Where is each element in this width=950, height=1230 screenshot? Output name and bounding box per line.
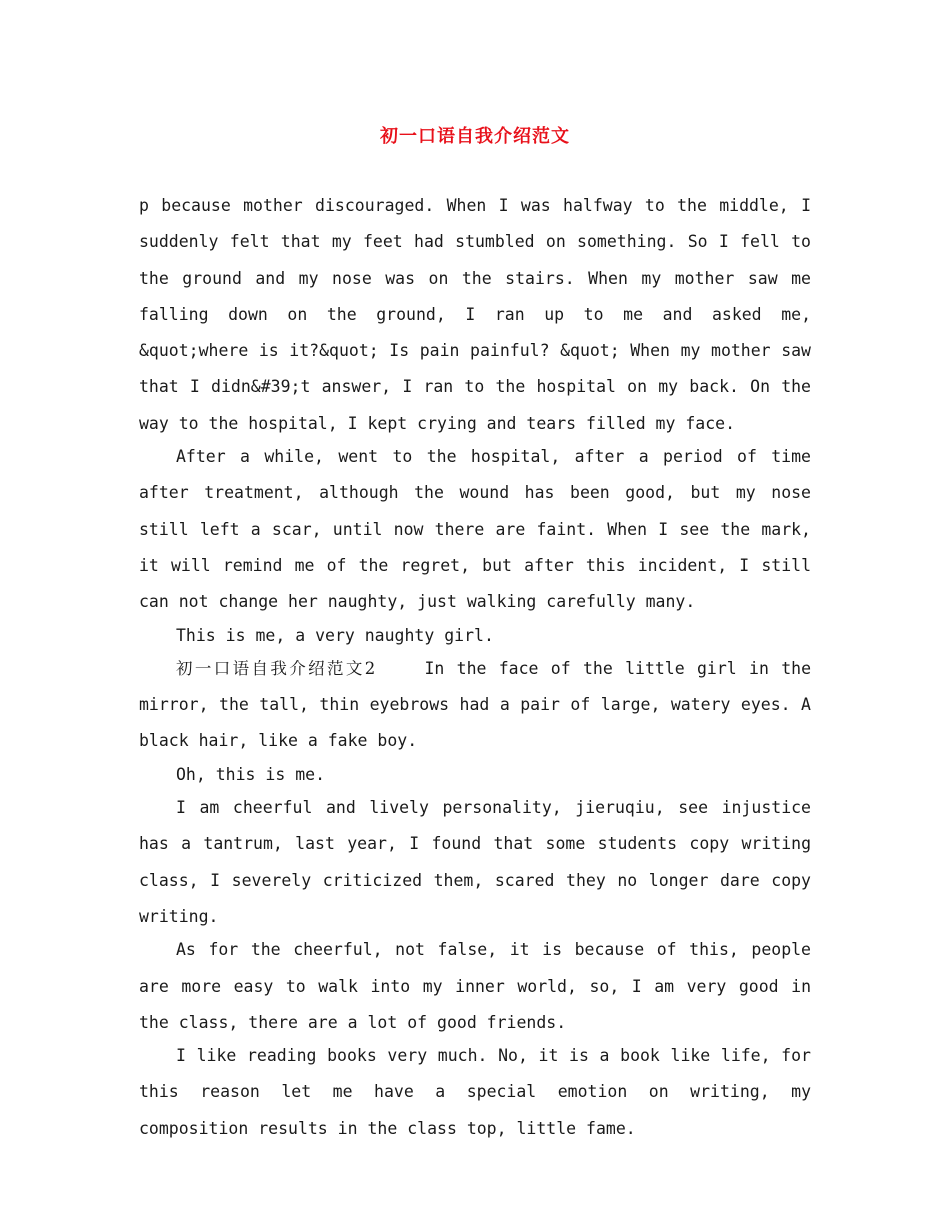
paragraph: I am cheerful and lively personality, jieruqiu, see injustice has a tantrum, last year, I found that some students copy writing class, I severely criticized them, scared they no longer dare copy writing.: [139, 798, 811, 926]
document-body: [139, 188, 811, 1144]
paragraph: p because mother discouraged. When I was halfway to the middle, I suddenly felt that my feet had stumbled on something. So I fell to the ground and my nose was on the stairs. When my mother saw me falling down on the ground, I ran up to me and asked me, &quot;where is it?&quot; Is pain painful? &quot; When my mother saw that I didn&#39;t answer, I ran to the hospital on my back. On the way to the hospital, I kept crying and tears filled my face.: [139, 196, 811, 433]
paragraph: I like reading books very much. No, it is a book like life, for this reason let me have a special emotion on writing, my composition results in the class top, little fame.: [139, 1046, 811, 1138]
paragraph: Oh, this is me.: [176, 764, 326, 784]
section-heading: 初一口语自我介绍范文2: [176, 658, 376, 678]
paragraph-text: In the face of the little girl in the mirror, the tall, thin eyebrows had a pair of large, watery eyes. A black hair, like a fake boy.: [139, 658, 811, 751]
paragraph: [139, 651, 811, 760]
paragraph: After a while, went to the hospital, after a period of time after treatment, although the wound has been good, but my nose still left a scar, until now there are faint. When I see the mark, it will remind me of the regret, but after this incident, I still can not change her naughty, just walking carefully many.: [139, 447, 811, 612]
paragraph: As for the cheerful, not false, it is because of this, people are more easy to walk into my inner world, so, I am very good in the class, there are a lot of good friends.: [139, 940, 811, 1032]
document-title: 初一口语自我介绍范文: [380, 126, 570, 147]
paragraph: This is me, a very naughty girl.: [176, 625, 494, 645]
